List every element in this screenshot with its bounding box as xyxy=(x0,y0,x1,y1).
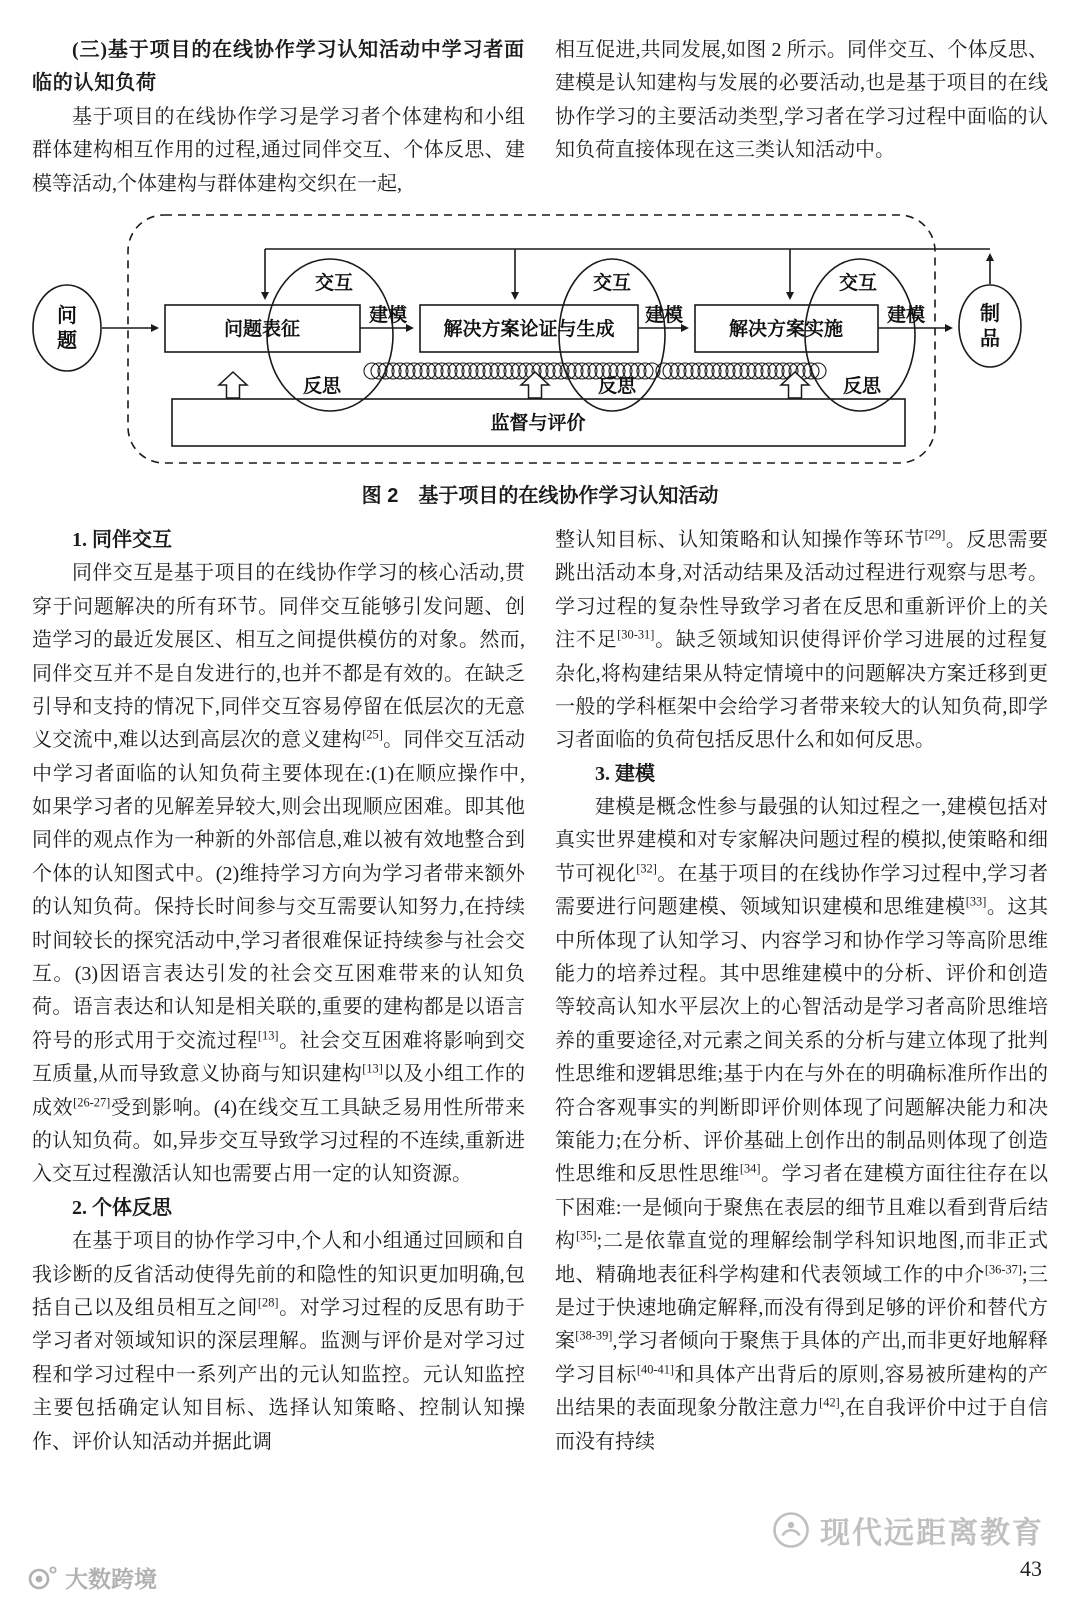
section-heading: (三)基于项目的在线协作学习认知活动中学习者面临的认知负荷 xyxy=(32,39,525,95)
problem-label-char1: 问 xyxy=(57,304,77,327)
cognitive-activity-diagram-svg xyxy=(0,201,1080,469)
modeling-label-3: 建模 xyxy=(886,304,926,326)
interaction-label-1: 交互 xyxy=(314,272,354,294)
paragraph-intro-right: 相互促进,共同发展,如图 2 所示。同伴交互、个体反思、建模是认知建构与发展的必要活动,也是基于项目的在线协作学习的主要活动类型,学习者在学习过程中面临的认知负荷直接体现在这三类认知活动中。 xyxy=(555,39,1048,162)
figure-caption: 图 2 基于项目的在线协作学习认知活动 xyxy=(361,484,719,507)
body-right-column xyxy=(555,524,1048,1459)
top-text-block xyxy=(32,34,1048,201)
problem-ellipse xyxy=(33,285,101,371)
figure-2-diagram xyxy=(0,201,1080,469)
top-right-column xyxy=(555,34,1048,201)
paragraph-intro-left: 基于项目的在线协作学习是学习者个体建构和小组群体建构相互作用的过程,通过同伴交互、个体反思、建模等活动,个体建构与群体建构交织在一起, xyxy=(32,105,525,195)
body-left-column xyxy=(32,524,525,1459)
box2-label: 解决方案论证与生成 xyxy=(443,318,615,340)
subsection-heading-1: 1. 同伴交互 xyxy=(72,528,172,551)
box1-label: 问题表征 xyxy=(223,318,301,340)
paragraph-reflection-continued: 整认知目标、认知策略和认知操作等环节[29]。反思需要跳出活动本身,对活动结果及活动过程进行观察与思考。学习过程的复杂性导致学习者在反思和重新评价上的关注不足[30-31]。缺乏领域知识使得评价学习进展的过程复杂化,将构建结果从特定情境中的问题解决方案迁移到更一般的学科框架中会给学习者带来较大的认知负荷,即学习者面临的负荷包括反思什么和如何反思。 xyxy=(555,527,1049,752)
product-label-char1: 制 xyxy=(980,302,1000,325)
page-number: 43 xyxy=(1020,1556,1042,1581)
modeling-label-2: 建模 xyxy=(644,304,684,326)
reflection-label-2: 反思 xyxy=(597,375,637,397)
paragraph-peer-interaction: 同伴交互是基于项目的在线协作学习的核心活动,贯穿于问题解决的所有环节。同伴交互能够引发问题、创造学习的最近发展区、相互之间提供模仿的对象。然而,同伴交互并不是自发进行的,也并不都是有效的。在缺乏引导和支持的情况下,同伴交互容易停留在低层次的无意义交流中,难以达到高层次的意义建构[25]。同伴交互活动中学习者面临的认知负荷主要体现在:(1)在顺应操作中,如果学习者的见解差异较大,则会出现顺应困难。即其他同伴的观点作为一种新的外部信息,难以被有效地整合到个体的认知图式中。(2)维持学习方向为学习者带来额外的认知负荷。保持长时间参与交互需要认知努力,在持续时间较长的探究活动中,学习者很难保证持续参与社会交互。(3)因语言表达引发的社会交互困难带来的认知负荷。语言表达和认知是相关联的,重要的建构都是以语言符号的形式用于交流过程[13]。社会交互困难将影响到交互质量,从而导致意义协商与知识建构[13]以及小组工作的成效[26-27]受到影响。(4)在线交互工具缺乏易用性所带来的认知负荷。如,异步交互导致学习过程的不连续,重新进入交互过程激活认知也需要占用一定的认知资源。 xyxy=(32,562,526,1186)
interaction-label-2: 交互 xyxy=(592,272,632,294)
subsection-heading-2: 2. 个体反思 xyxy=(72,1196,172,1219)
watermark-left xyxy=(26,1561,157,1594)
problem-label-char2: 题 xyxy=(57,329,77,352)
watermark-left-text: 大数跨境 xyxy=(65,1566,157,1592)
watermark-right xyxy=(772,1508,1044,1552)
product-label-char2: 品 xyxy=(980,327,1000,350)
monitor-box-label: 监督与评价 xyxy=(490,412,586,434)
xiandai-journal-logo-icon xyxy=(772,1511,810,1549)
paragraph-modeling: 建模是概念性参与最强的认知过程之一,建模包括对真实世界建模和对专家解决问题过程的模拟,使策略和细节可视化[32]。在基于项目的在线协作学习过程中,学习者需要进行问题建模、领域知识建模和思维建模[33]。这其中所体现了认知学习、内容学习和协作学习等高阶思维能力的培养过程。其中思维建模中的分析、评价和创造等较高认知水平层次上的心智活动是学习者高阶思维培养的重要途径,对元素之间关系的分析与建立体现了批判性思维和逻辑思维;基于内在与外在的明确标准所作出的符合客观事实的判断即评价则体现了问题解决能力和决策能力;在分析、评价基础上创作出的制品则体现了创造性思维和反思性思维[34]。学习者在建模方面往往存在以下困难:一是倾向于聚焦在表层的细节且难以看到背后结构[35];二是依靠直觉的理解绘制学科知识地图,而非正式地、精确地表征科学构建和代表领域工作的中介[36-37];三是过于快速地确定解释,而没有得到足够的评价和替代方案[38-39],学习者倾向于聚焦于具体的产出,而非更好地解释学习目标[40-41]和具体产出背后的原则,容易被所建构的产出结果的表面现象分散注意力[42],在自我评价中过于自信而没有持续 xyxy=(555,796,1049,1453)
reflection-label-1: 反思 xyxy=(302,375,342,397)
dashukuajing-logo-icon xyxy=(26,1564,58,1592)
product-ellipse xyxy=(959,285,1021,367)
modeling-label-1: 建模 xyxy=(368,304,408,326)
subsection-heading-3: 3. 建模 xyxy=(595,762,655,785)
up-block-arrow-1 xyxy=(219,372,247,398)
top-left-column xyxy=(32,34,525,201)
paragraph-individual-reflection: 在基于项目的协作学习中,个人和小组通过回顾和自我诊断的反省活动使得先前的和隐性的知识更加明确,包括自己以及组员相互之间[28]。对学习过程的反思有助于学习者对领域知识的深层理解。监测与评价是对学习过程和学习过程中一系列产出的元认知监控。元认知监控主要包括确定认知目标、选择认知策略、控制认知操作、评价认知活动并据此调 xyxy=(32,1230,526,1453)
reflection-label-3: 反思 xyxy=(842,375,882,397)
watermark-right-text: 现代远距离教育 xyxy=(820,1517,1044,1550)
body-text-block xyxy=(32,524,1048,1459)
box3-label: 解决方案实施 xyxy=(728,318,844,340)
interaction-label-3: 交互 xyxy=(838,272,878,294)
